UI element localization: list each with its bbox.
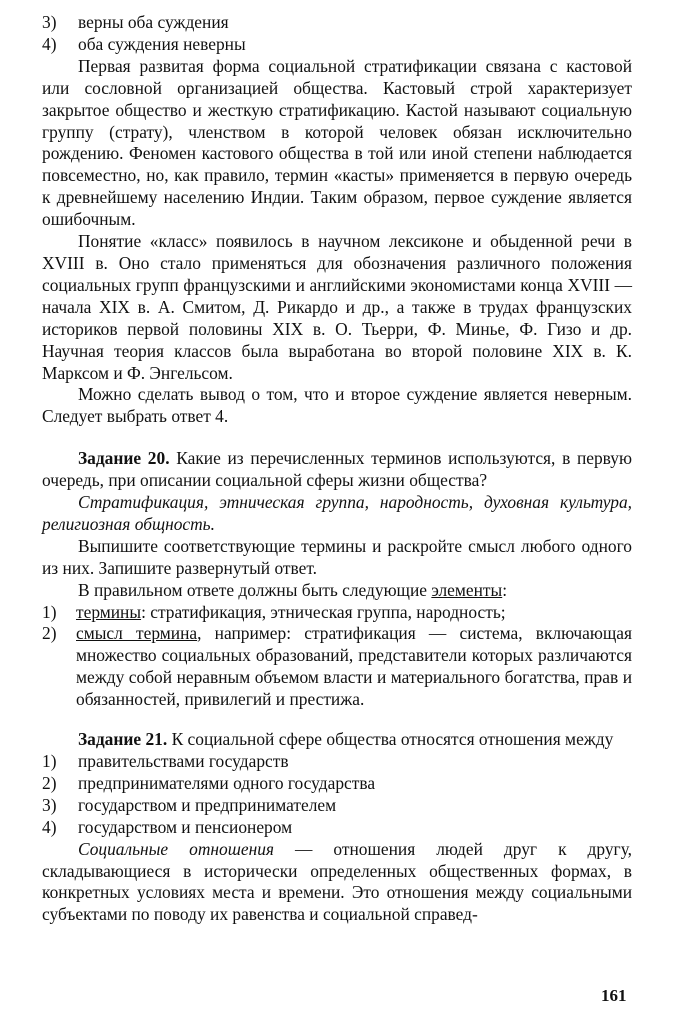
option-number: 4) [42,33,57,54]
page-text [42,12,632,926]
answer-item-2: 2) смысл термина, например: стратификация — система, включающая множество социальных образований, представители которых различаются между собой неравным объемом власти и материального богатства, прав и обязанностей, привилегий и престижа. [42,623,632,710]
task-21-option: 2) предпринимателями одного государства [42,772,376,793]
task-20-instruction: Выпишите соответствующие термины и раскройте смысл любого одного из них. Запишите развернутый ответ. [42,535,632,578]
option-text: верны оба суждения [78,12,229,32]
task-20-question: Задание 20. Какие из перечисленных терминов используются, в первую очередь, при описании социальной сферы жизни общества? [42,448,632,491]
option-number: 3) [42,12,57,32]
task-21-question: Задание 21. К социальной сфере общества относятся отношения между [78,729,614,750]
answer-item-1: 1) термины: стратификация, этническая группа, народность; [42,601,506,622]
task-21-option: 1) правительствами государств [42,751,289,771]
option-text: оба суждения неверны [78,33,246,54]
paragraph-conclusion: Можно сделать вывод о том, что и второе суждение является неверным. Следует выбрать ответ 4. [42,384,632,427]
option-3 [42,12,632,34]
option-4 [42,34,632,56]
task-21-option: 3) государством и предпринимателем [42,794,337,815]
paragraph-castes: Первая развитая форма социальной стратификации связана с кастовой или сословной организацией общества. Кастовый строй характеризует закрытое общество и жесткую стратификацию. Кастой называют социальную группу (страту), членством в которой человек обязан исключительно рождению. Феномен кастового общества в той или иной степени наблюдается повсеместно, но, как правило, термин «касты» применяется в первую очередь к древнейшему населению Индии. Таким образом, первое суждение является ошибочным. [42,55,632,230]
task-20-label: Задание 20. [78,448,170,469]
page-number: 161 [601,986,627,1005]
task-21-option: 4) государством и пенсионером [42,816,293,837]
paragraph-classes: Понятие «класс» появилось в научном лексиконе и обыденной речи в XVIII в. Оно стало применяться для обозначения различного положения социальных групп французскими и английскими экономистами конца XVIII — начала XIX в. А. Смитом, Д. Рикардо и др., а также в трудах французских историков первой половины XIX в. О. Тьерри, Ф. Минье, Ф. Гизо и др. Научная теория классов была выработана во второй половине XIX в. К. Марксом и Ф. Энгельсом. [42,231,632,383]
task-20-answer-intro: В правильном ответе должны быть следующие элементы: [78,579,508,600]
definition-social-relations: Социальные отношения — отношения людей друг к другу, складывающиеся в исторически определенных общественных формах, в конкретных условиях места и времени. Это отношения между социальными субъектами по поводу их равенства и социальной справед- [42,838,632,925]
task-21-label: Задание 21. [78,729,168,750]
task-20-terms: Стратификация, этническая группа, народность, духовная культура, религиозная общность. [42,492,632,534]
